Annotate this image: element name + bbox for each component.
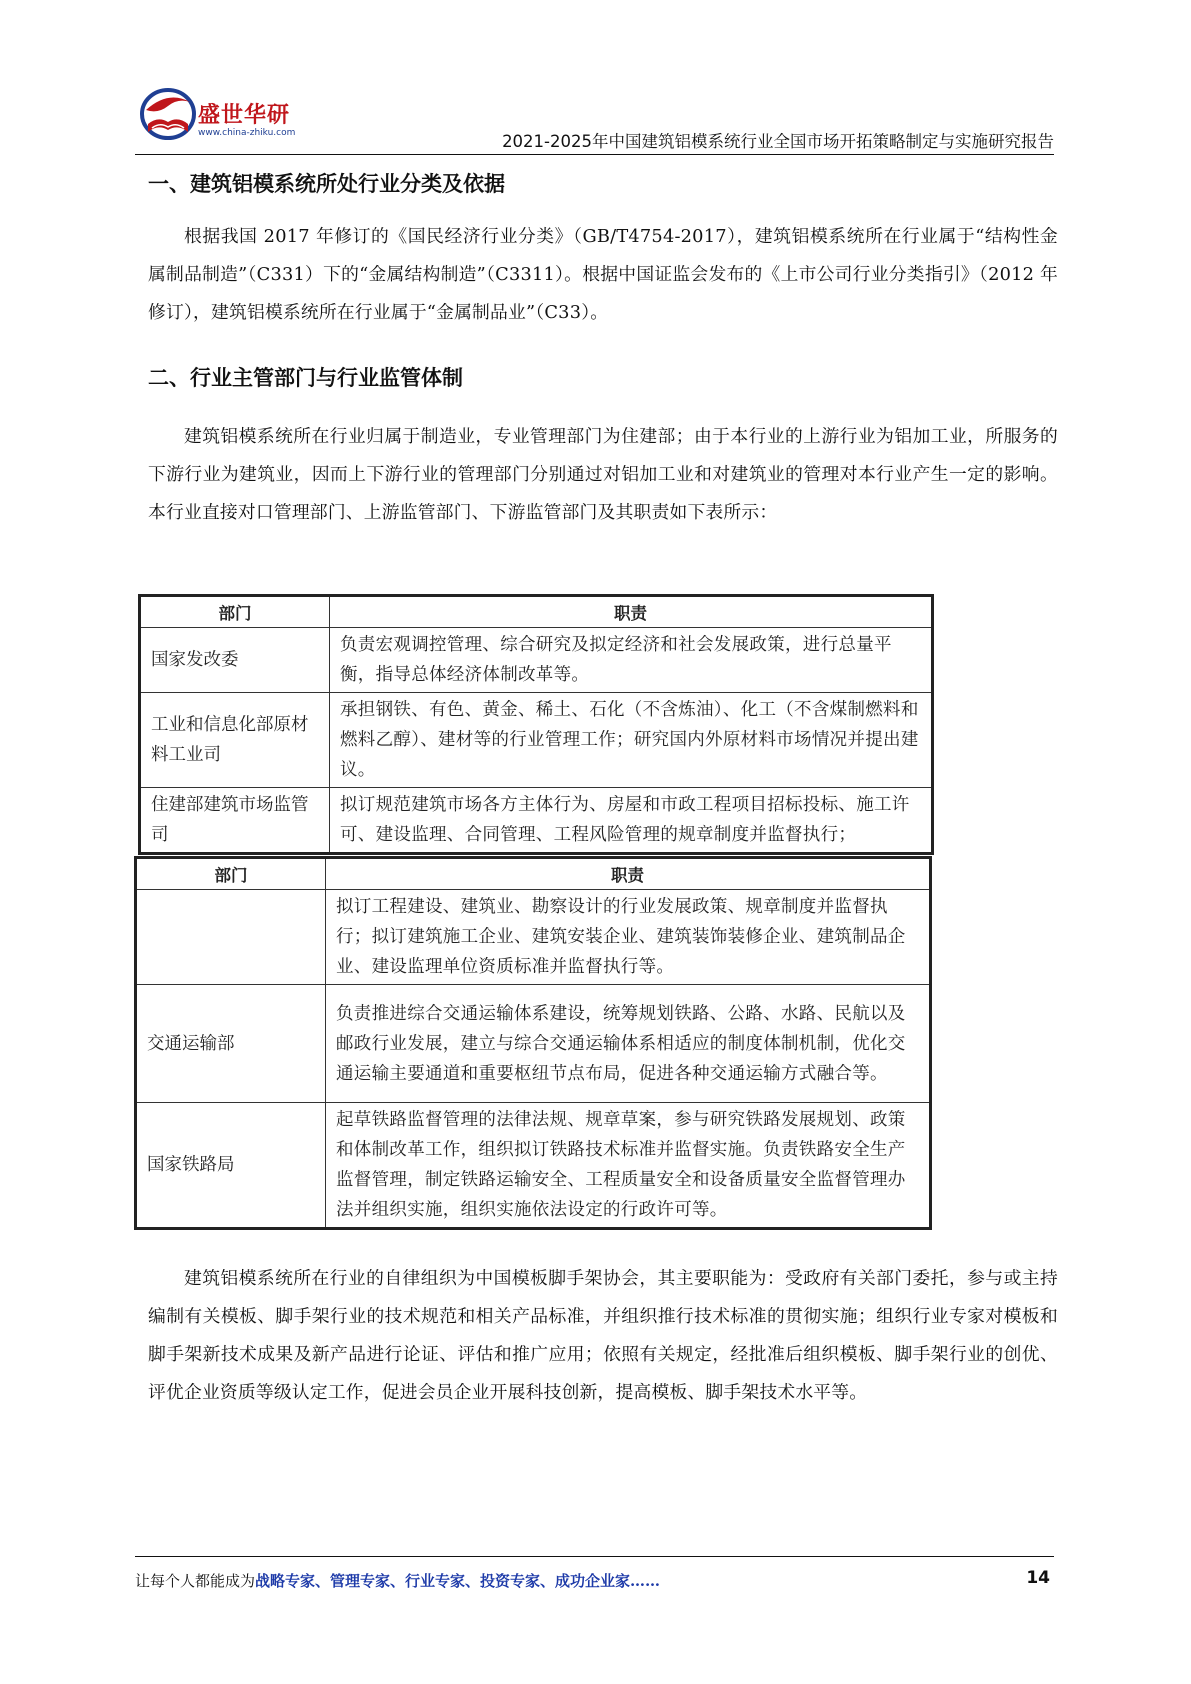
slogan-roles: 战略专家、管理专家、行业专家、投资专家、成功企业家…… [255, 1572, 661, 1590]
table-row [136, 1103, 931, 1229]
table-header-row [140, 596, 933, 628]
duty-cell: 负责宏观调控管理、综合研究及拟定经济和社会发展政策，进行总量平衡，指导总体经济体制改革等。 [330, 628, 933, 693]
header-divider [135, 154, 1054, 155]
dept-cell: 交通运输部 [136, 985, 326, 1103]
duty-cell: 拟订规范建筑市场各方主体行为、房屋和市政工程项目招标投标、施工许可、建设监理、合同管理、工程风险管理的规章制度并监督执行； [330, 788, 933, 854]
regulator-table-1 [138, 594, 934, 855]
column-header-duty: 职责 [326, 858, 931, 890]
column-header-dept: 部门 [136, 858, 326, 890]
table-row [136, 985, 931, 1103]
book-logo-icon [138, 84, 198, 146]
table-header-row [136, 858, 931, 890]
table-row [140, 788, 933, 854]
section-heading-2: 二、行业主管部门与行业监管体制 [148, 366, 463, 390]
table-row [136, 890, 931, 985]
slogan-lead: 让每个人都能成为 [135, 1572, 256, 1590]
section-heading-1: 一、建筑铝模系统所处行业分类及依据 [148, 172, 505, 196]
dept-cell: 国家发改委 [140, 628, 330, 693]
column-header-duty: 职责 [330, 596, 933, 628]
table-row [140, 693, 933, 788]
company-logo [138, 84, 298, 146]
page-number: 14 [1026, 1568, 1050, 1588]
duty-cell: 负责推进综合交通运输体系建设，统筹规划铁路、公路、水路、民航以及邮政行业发展，建立与综合交通运输体系相适应的制度体制机制，优化交通运输主要通道和重要枢纽节点布局，促进各种交通运输方式融合等。 [326, 985, 931, 1103]
logo-url: www.china-zhiku.com [198, 128, 296, 138]
table-row [140, 628, 933, 693]
duty-cell: 承担钢铁、有色、黄金、稀土、石化（不含炼油）、化工（不含煤制燃料和燃料乙醇）、建材等的行业管理工作；研究国内外原材料市场情况并提出建议。 [330, 693, 933, 788]
logo-name: 盛世华研 [198, 103, 291, 128]
dept-cell [136, 890, 326, 985]
dept-cell: 工业和信息化部原材料工业司 [140, 693, 330, 788]
regulator-table-2 [134, 856, 932, 1230]
dept-cell: 国家铁路局 [136, 1103, 326, 1229]
section-paragraph-1: 根据我国 2017 年修订的《国民经济行业分类》（GB/T4754-2017），建筑铝模系统所在行业属于“结构性金属制品制造”（C331）下的“金属结构制造”（C3311）。根据中国证监会发布的《上市公司行业分类指引》（2012 年修订），建筑铝模系统所在行业属于“金属制品业”（C33）。 [148, 226, 1058, 323]
duty-cell: 起草铁路监督管理的法律法规、规章草案，参与研究铁路发展规划、政策和体制改革工作，组织拟订铁路技术标准并监督实施。负责铁路安全生产监督管理，制定铁路运输安全、工程质量安全和设备质量安全监督管理办法并组织实施，组织实施依法设定的行政许可等。 [326, 1103, 931, 1229]
report-title: 2021-2025年中国建筑铝模系统行业全国市场开拓策略制定与实施研究报告 [502, 132, 1054, 151]
closing-paragraph: 建筑铝模系统所在行业的自律组织为中国模板脚手架协会，其主要职能为：受政府有关部门委托，参与或主持编制有关模板、脚手架行业的技术规范和相关产品标准，并组织推行技术标准的贯彻实施；组织行业专家对模板和脚手架新技术成果及新产品进行论证、评估和推广应用；依照有关规定，经批准后组织模板、脚手架行业的创优、评优企业资质等级认定工作，促进会员企业开展科技创新，提高模板、脚手架技术水平等。 [148, 1268, 1058, 1403]
duty-cell: 拟订工程建设、建筑业、勘察设计的行业发展政策、规章制度并监督执行；拟订建筑施工企业、建筑安装企业、建筑装饰装修企业、建筑制品企业、建设监理单位资质标准并监督执行等。 [326, 890, 931, 985]
footer-divider [135, 1556, 1054, 1557]
column-header-dept: 部门 [140, 596, 330, 628]
footer-slogan [135, 1570, 660, 1591]
dept-cell: 住建部建筑市场监管司 [140, 788, 330, 854]
section-paragraph-2: 建筑铝模系统所在行业归属于制造业，专业管理部门为住建部；由于本行业的上游行业为铝加工业，所服务的下游行业为建筑业，因而上下游行业的管理部门分别通过对铝加工业和对建筑业的管理对本行业产生一定的影响。本行业直接对口管理部门、上游监管部门、下游监管部门及其职责如下表所示： [148, 426, 1058, 523]
